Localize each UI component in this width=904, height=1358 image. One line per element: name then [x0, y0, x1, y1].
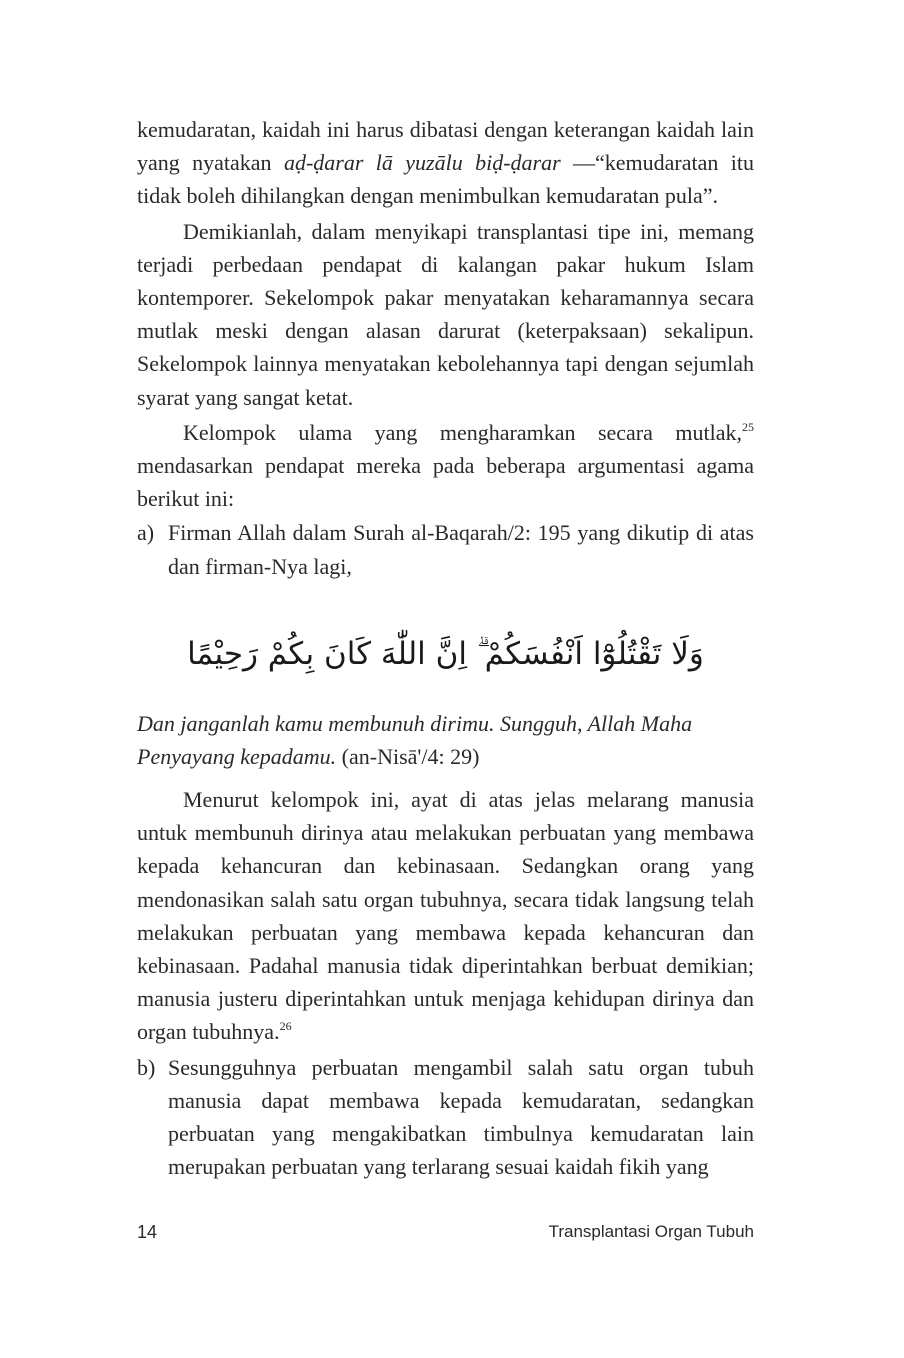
quran-verse-arabic: وَلَا تَقْتُلُوْٓا اَنْفُسَكُمْ ۗ اِنَّ اللّٰهَ كَانَ بِكُمْ رَحِيْمًا [187, 636, 704, 672]
list-item-text: Firman Allah dalam Surah al-Baqarah/2: 195 yang dikutip di atas dan firman-Nya lagi, [168, 520, 754, 579]
paragraph-menurut [137, 783, 754, 1049]
translation-text: Dan janganlah kamu membunuh dirimu. Sungguh, Allah Maha Penyayang kepadamu. [137, 711, 693, 770]
paragraph-kelompok-ulama [137, 416, 754, 516]
list-marker-b: b) [137, 1054, 156, 1080]
verse-reference: (an-Nisā'/4: 29) [336, 744, 480, 770]
paragraph-text: —“kemudaratan itu tidak boleh dihilangkan dengan menimbulkan kemudaratan pula”. [137, 150, 754, 209]
footnote-ref-25: 25 [742, 419, 754, 434]
running-title: Transplantasi Organ Tubuh [548, 1222, 754, 1241]
page-number: 14 [137, 1222, 158, 1242]
list-marker-a: a) [137, 520, 155, 546]
list-item-b [137, 1051, 754, 1184]
paragraph-kemudaratan [137, 113, 754, 213]
arabic-term-transliteration: aḍ-ḍarar lā yuzālu biḍ-ḍarar [283, 150, 561, 176]
body-text-top [137, 113, 754, 583]
paragraph-demikianlah: Demikianlah, dalam menyikapi transplantasi tipe ini, memang terjadi perbedaan pendapat di kalangan pakar hukum Islam kontemporer. Sekelompok pakar menyatakan keharamannya secara mutlak meski dengan alasan darurat (keterpaksaan) sekalipun. Sekelompok lainnya menyatakan kebolehannya tapi dengan sejumlah syarat yang sangat ketat. [137, 218, 754, 410]
list-item-a [137, 516, 754, 582]
body-text-bottom [137, 783, 754, 1183]
list-item-text: Sesungguhnya perbuatan mengambil salah satu organ tubuh manusia dapat membawa kepada kemudaratan, sedangkan perbuatan yang mengakibatkan timbulnya kemudaratan lain merupakan perbuatan yang terlarang sesuai kaidah fikih yang [168, 1054, 754, 1180]
paragraph-text: kemudaratan, kaidah ini harus dibatasi dengan keterangan kaidah lain yang nyatakan [137, 117, 754, 176]
paragraph-text: mendasarkan pendapat mereka pada beberapa argumentasi agama berikut ini: [137, 453, 754, 512]
paragraph-text: Kelompok ulama yang mengharamkan secara mutlak, [183, 419, 742, 445]
footnote-ref-26: 26 [279, 1019, 292, 1034]
paragraph-text: Menurut kelompok ini, ayat di atas jelas melarang manusia untuk membunuh dirinya atau melakukan perbuatan yang membawa kepada kehancuran dan kebinasaan. Sedangkan orang yang mendonasikan salah satu organ tubuhnya, secara tidak langsung telah melakukan perbuatan yang membawa kepada kehancuran dan kebinasaan. Padahal manusia tidak diperintahkan berbuat demikian; manusia justeru diperintahkan untuk menjaga kehidupan dirinya dan organ tubuhnya. [137, 787, 754, 1045]
verse-translation [137, 707, 754, 773]
